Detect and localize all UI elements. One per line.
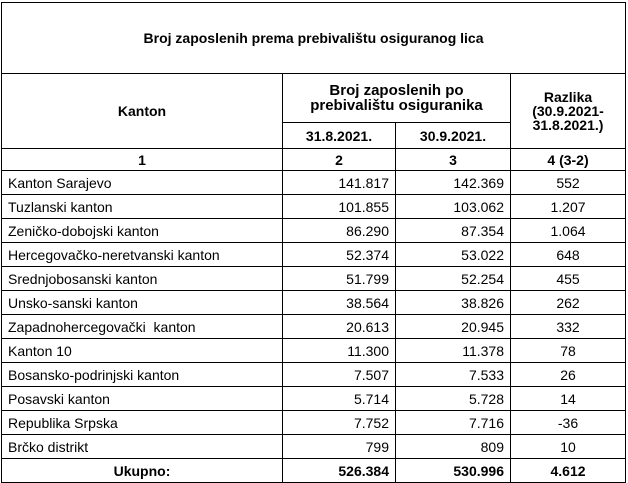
row-value-2: 103.062 xyxy=(396,195,511,219)
row-name: Brčko distrikt xyxy=(2,435,283,459)
table-row xyxy=(2,339,626,363)
row-difference: -36 xyxy=(511,411,626,435)
row-value-2: 5.728 xyxy=(396,387,511,411)
row-value-1: 141.817 xyxy=(283,171,396,195)
row-name: Kanton Sarajevo xyxy=(2,171,283,195)
row-difference: 262 xyxy=(511,291,626,315)
row-difference: 78 xyxy=(511,339,626,363)
employment-table xyxy=(1,2,626,483)
row-value-2: 809 xyxy=(396,435,511,459)
table-row xyxy=(2,267,626,291)
row-value-1: 5.714 xyxy=(283,387,396,411)
row-difference: 26 xyxy=(511,363,626,387)
table-row xyxy=(2,219,626,243)
header-col-4: 4 (3-2) xyxy=(511,149,626,171)
table-row xyxy=(2,363,626,387)
row-name: Hercegovačko-neretvanski kanton xyxy=(2,243,283,267)
row-value-2: 87.354 xyxy=(396,219,511,243)
header-date-2: 30.9.2021. xyxy=(396,123,511,149)
row-name: Srednjobosanski kanton xyxy=(2,267,283,291)
total-value-1: 526.384 xyxy=(283,459,396,483)
row-name: Zeničko-dobojski kanton xyxy=(2,219,283,243)
row-name: Bosansko-podrinjski kanton xyxy=(2,363,283,387)
header-col-2: 2 xyxy=(283,149,396,171)
row-value-2: 11.378 xyxy=(396,339,511,363)
row-value-1: 86.290 xyxy=(283,219,396,243)
row-difference: 10 xyxy=(511,435,626,459)
row-name: Unsko-sanski kanton xyxy=(2,291,283,315)
table-row xyxy=(2,243,626,267)
row-value-2: 142.369 xyxy=(396,171,511,195)
header-employment-group: Broj zaposlenih po prebivalištu osiguranika xyxy=(283,74,511,123)
row-value-1: 51.799 xyxy=(283,267,396,291)
row-name: Tuzlanski kanton xyxy=(2,195,283,219)
total-row xyxy=(2,459,626,483)
header-col-3: 3 xyxy=(396,149,511,171)
row-value-2: 20.945 xyxy=(396,315,511,339)
table-row xyxy=(2,387,626,411)
row-difference: 332 xyxy=(511,315,626,339)
table-row xyxy=(2,411,626,435)
row-difference: 648 xyxy=(511,243,626,267)
row-value-1: 20.613 xyxy=(283,315,396,339)
row-difference: 552 xyxy=(511,171,626,195)
row-value-2: 53.022 xyxy=(396,243,511,267)
row-value-1: 799 xyxy=(283,435,396,459)
total-label: Ukupno: xyxy=(2,459,283,483)
table-row xyxy=(2,291,626,315)
row-difference: 455 xyxy=(511,267,626,291)
row-value-2: 38.826 xyxy=(396,291,511,315)
row-value-2: 7.716 xyxy=(396,411,511,435)
row-name: Posavski kanton xyxy=(2,387,283,411)
row-value-1: 7.752 xyxy=(283,411,396,435)
table-row xyxy=(2,435,626,459)
row-value-1: 38.564 xyxy=(283,291,396,315)
row-difference: 14 xyxy=(511,387,626,411)
total-difference: 4.612 xyxy=(511,459,626,483)
header-difference: Razlika (30.9.2021-31.8.2021.) xyxy=(511,74,626,149)
row-value-1: 7.507 xyxy=(283,363,396,387)
header-col-1: 1 xyxy=(2,149,283,171)
row-value-1: 11.300 xyxy=(283,339,396,363)
row-name: Kanton 10 xyxy=(2,339,283,363)
header-date-1: 31.8.2021. xyxy=(283,123,396,149)
row-difference: 1.064 xyxy=(511,219,626,243)
row-value-2: 52.254 xyxy=(396,267,511,291)
row-difference: 1.207 xyxy=(511,195,626,219)
table-row xyxy=(2,195,626,219)
table-row xyxy=(2,171,626,195)
total-value-2: 530.996 xyxy=(396,459,511,483)
table-row xyxy=(2,315,626,339)
table-title: Broj zaposlenih prema prebivalištu osiguranog lica xyxy=(2,3,626,74)
row-value-2: 7.533 xyxy=(396,363,511,387)
row-name: Zapadnohercegovački kanton xyxy=(2,315,283,339)
row-value-1: 52.374 xyxy=(283,243,396,267)
row-value-1: 101.855 xyxy=(283,195,396,219)
header-kanton: Kanton xyxy=(2,74,283,149)
row-name: Republika Srpska xyxy=(2,411,283,435)
